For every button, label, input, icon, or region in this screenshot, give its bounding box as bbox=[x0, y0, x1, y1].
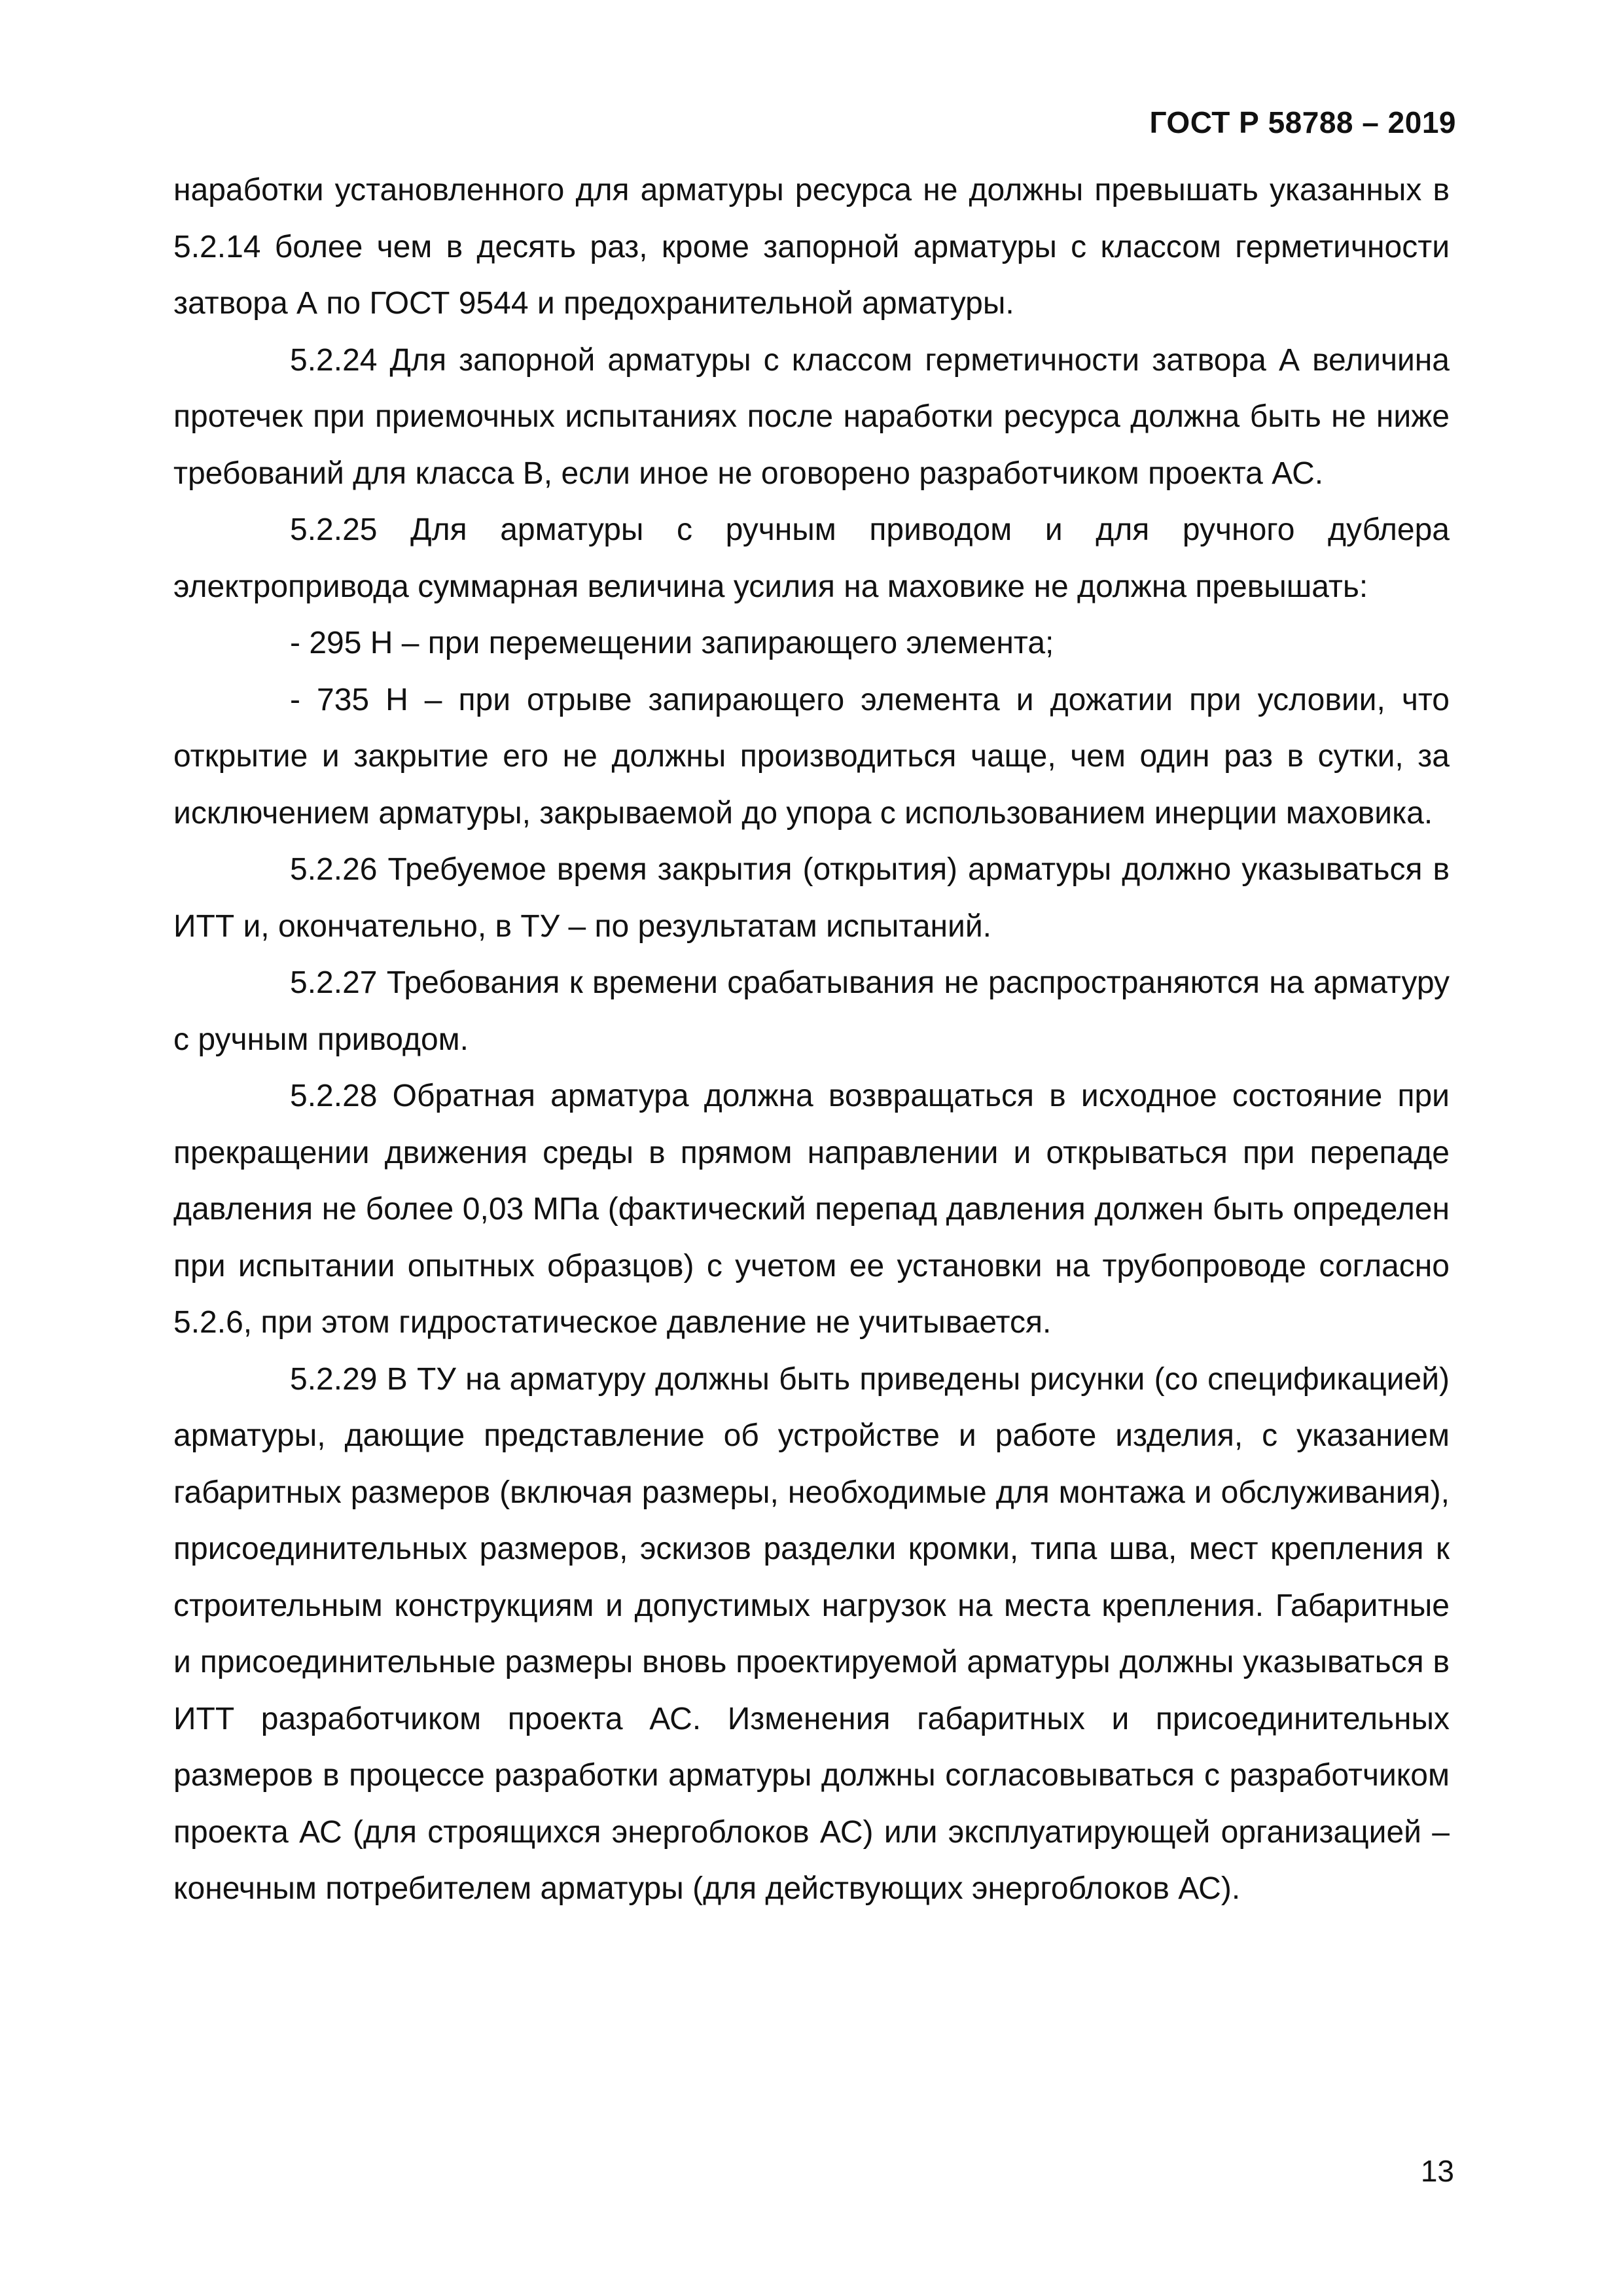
paragraph-5-2-28: 5.2.28 Обратная арматура должна возвращаться в исходное состояние при прекращении движения среды в прямом направлении и открываться при перепаде давления не более 0,03 МПа (фактический перепад давления должен быть определен при испытании опытных образцов) с учетом ее установки на трубопроводе согласно 5.2.6, при этом гидростатическое давление не учитывается. bbox=[173, 1079, 1450, 1340]
document-body bbox=[173, 162, 1450, 1918]
list-item-735: - 735 Н – при отрыве запирающего элемента и дожатии при условии, что открытие и закрытие его не должны производиться чаще, чем один раз в сутки, за исключением арматуры, закрываемой до упора с использованием инерции маховика. bbox=[173, 682, 1450, 831]
page-number: 13 bbox=[1420, 2154, 1454, 2188]
list-item-295: - 295 Н – при перемещении запирающего элемента; bbox=[290, 626, 1054, 660]
paragraph-5-2-24: 5.2.24 Для запорной арматуры с классом герметичности затвора А величина протечек при приемочных испытаниях после наработки ресурса должна быть не ниже требований для класса В, если иное не оговорено разработчиком проекта АС. bbox=[173, 342, 1450, 491]
paragraph-5-2-26: 5.2.26 Требуемое время закрытия (открытия) арматуры должно указываться в ИТТ и, окончательно, в ТУ – по результатам испытаний. bbox=[173, 852, 1450, 944]
paragraph-5-2-25: 5.2.25 Для арматуры с ручным приводом и для ручного дублера электропривода суммарная величина усилия на маховике не должна превышать: bbox=[173, 512, 1450, 604]
document-header-standard-code: ГОСТ Р 58788 – 2019 bbox=[1149, 105, 1456, 139]
paragraph-5-2-29: 5.2.29 В ТУ на арматуру должны быть приведены рисунки (со спецификацией) арматуры, дающие представление об устройстве и работе изделия, с указанием габаритных размеров (включая размеры, необходимые для монтажа и обслуживания), присоединительных размеров, эскизов разделки кромки, типа шва, мест крепления к строительным конструкциям и допустимых нагрузок на места крепления. Габаритные и присоединительные размеры вновь проектируемой арматуры должны указываться в ИТТ разработчиком проекта АС. Изменения габаритных и присоединительных размеров в процессе разработки арматуры должны согласовываться с разработчиком проекта АС (для строящихся энергоблоков АС) или эксплуатирующей организацией – конечным потребителем арматуры (для действующих энергоблоков АС). bbox=[173, 1361, 1450, 1906]
paragraph-continuation: наработки установленного для арматуры ресурса не должны превышать указанных в 5.2.14 более чем в десять раз, кроме запорной арматуры с классом герметичности затвора А по ГОСТ 9544 и предохранительной арматуры. bbox=[173, 173, 1450, 321]
paragraph-5-2-27: 5.2.27 Требования к времени срабатывания не распространяются на арматуру с ручным приводом. bbox=[173, 965, 1450, 1057]
